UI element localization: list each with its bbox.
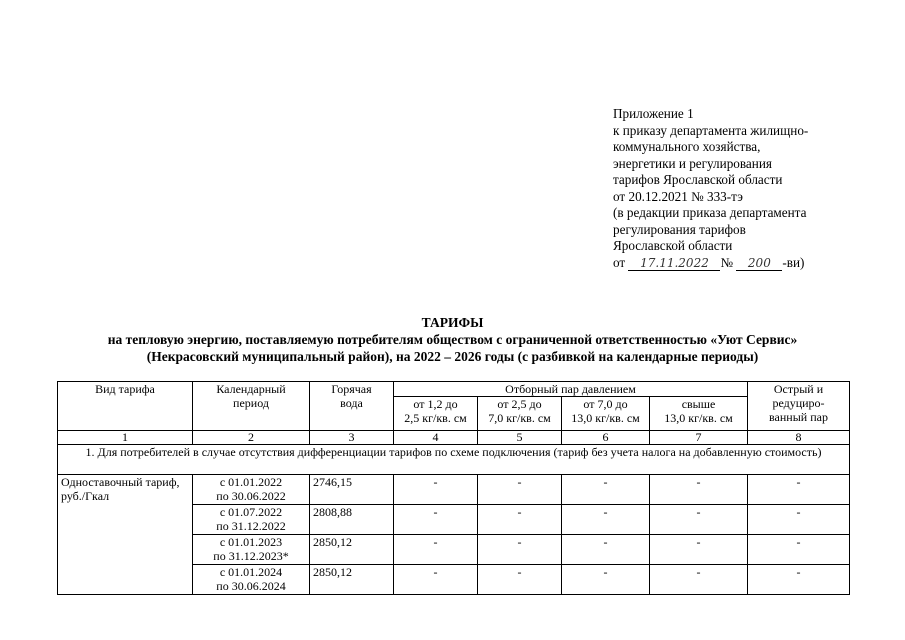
column-number: 2 <box>193 431 310 445</box>
period-cell <box>193 535 310 565</box>
hot-water-value: 2746,15 <box>310 475 394 505</box>
appendix-line: от 20.12.2021 № 333-тэ <box>613 188 743 204</box>
dash-cell: - <box>650 505 748 535</box>
dash-cell: - <box>650 535 748 565</box>
header-pressure-1 <box>394 397 478 431</box>
header-water-line: вода <box>340 396 363 410</box>
number-sign: № <box>720 254 734 270</box>
header-period-line: период <box>233 396 269 410</box>
pressure-line: от 1,2 до <box>413 397 458 411</box>
column-number: 5 <box>478 431 562 445</box>
dash-cell: - <box>562 505 650 535</box>
period-from: с 01.01.2024 <box>219 565 283 579</box>
hot-water-value: 2850,12 <box>310 565 394 595</box>
hot-water-value: 2808,88 <box>310 505 394 535</box>
amendment-prefix: от <box>613 254 626 270</box>
tariff-name: Одноставочный тариф, руб./Гкал <box>58 475 193 595</box>
dash-cell: - <box>562 475 650 505</box>
doc-subtitle-2: (Некрасовский муниципальный район), на 2022 – 2026 годы (с разбивкой на календарные периоды) <box>146 349 759 364</box>
appendix-line: Ярославской области <box>613 238 733 253</box>
pressure-line: свыше <box>681 397 716 411</box>
pressure-line: 2,5 кг/кв. см <box>404 411 467 425</box>
dash-cell: - <box>650 565 748 595</box>
appendix-line: Приложение 1 <box>613 106 694 121</box>
appendix-line: регулирования тарифов <box>613 221 746 237</box>
dash-cell: - <box>748 565 850 595</box>
header-period-line: Календарный <box>216 382 286 396</box>
dash-cell: - <box>748 535 850 565</box>
header-acute-steam <box>748 382 850 431</box>
header-acute-line: Острый и <box>773 382 824 396</box>
dash-cell: - <box>394 565 478 595</box>
column-number: 4 <box>394 431 478 445</box>
pressure-line: 13,0 кг/кв. см <box>571 411 640 425</box>
header-pressure-4 <box>650 397 748 431</box>
dash-cell: - <box>478 505 562 535</box>
dash-cell: - <box>748 505 850 535</box>
pressure-line: 13,0 кг/кв. см <box>664 411 733 425</box>
amendment-suffix: -ви) <box>782 254 805 270</box>
appendix-line: коммунального хозяйства, <box>613 139 761 154</box>
column-number: 7 <box>650 431 748 445</box>
handwritten-date: 17.11.2022 <box>628 257 720 271</box>
appendix-line: к приказу департамента жилищно- <box>613 122 809 138</box>
period-to: по 30.06.2022 <box>216 489 286 503</box>
header-acute-line: редуциро- <box>772 396 825 410</box>
dash-cell: - <box>478 565 562 595</box>
dash-cell: - <box>562 565 650 595</box>
pressure-line: от 7,0 до <box>583 397 628 411</box>
doc-title: ТАРИФЫ <box>421 315 484 330</box>
doc-subtitle-1: на тепловую энергию, поставляемую потребителям обществом с ограниченной ответственностью «Уют Сервис» <box>107 332 798 347</box>
dash-cell: - <box>478 475 562 505</box>
period-cell <box>193 475 310 505</box>
column-number: 8 <box>748 431 850 445</box>
appendix-line: (в редакции приказа департамента <box>613 205 807 220</box>
period-from: с 01.07.2022 <box>219 505 283 519</box>
appendix-block <box>613 106 808 271</box>
period-cell <box>193 565 310 595</box>
section-heading: 1. Для потребителей в случае отсутствия дифференциации тарифов по схеме подключения (тариф без учета налога на добавленную стоимость) <box>58 445 850 475</box>
dash-cell: - <box>562 535 650 565</box>
hot-water-value: 2850,12 <box>310 535 394 565</box>
dash-cell: - <box>650 475 748 505</box>
header-period <box>193 382 310 431</box>
dash-cell: - <box>394 505 478 535</box>
column-number: 3 <box>310 431 394 445</box>
dash-cell: - <box>478 535 562 565</box>
period-cell <box>193 505 310 535</box>
header-tariff-type: Вид тарифа <box>58 382 193 431</box>
appendix-line: энергетики и регулирования <box>613 155 772 171</box>
period-from: с 01.01.2022 <box>219 475 283 489</box>
period-to: по 31.12.2022 <box>216 519 286 533</box>
header-water-line: Горячая <box>331 382 372 396</box>
header-pressure-2 <box>478 397 562 431</box>
dash-cell: - <box>748 475 850 505</box>
handwritten-number: 200 <box>736 257 782 271</box>
appendix-line: тарифов Ярославской области <box>613 172 783 187</box>
column-number: 6 <box>562 431 650 445</box>
period-to: по 30.06.2024 <box>216 579 286 593</box>
column-number: 1 <box>58 431 193 445</box>
appendix-amendment-line <box>613 255 808 272</box>
period-to: по 31.12.2023* <box>213 549 289 563</box>
header-selected-steam: Отборный пар давлением <box>394 382 748 397</box>
period-from: с 01.01.2023 <box>219 535 283 549</box>
header-hot-water <box>310 382 394 431</box>
pressure-line: 7,0 кг/кв. см <box>488 411 551 425</box>
tariff-table <box>57 381 850 595</box>
dash-cell: - <box>394 475 478 505</box>
dash-cell: - <box>394 535 478 565</box>
pressure-line: от 2,5 до <box>497 397 542 411</box>
header-acute-line: ванный пар <box>769 410 828 424</box>
header-pressure-3 <box>562 397 650 431</box>
